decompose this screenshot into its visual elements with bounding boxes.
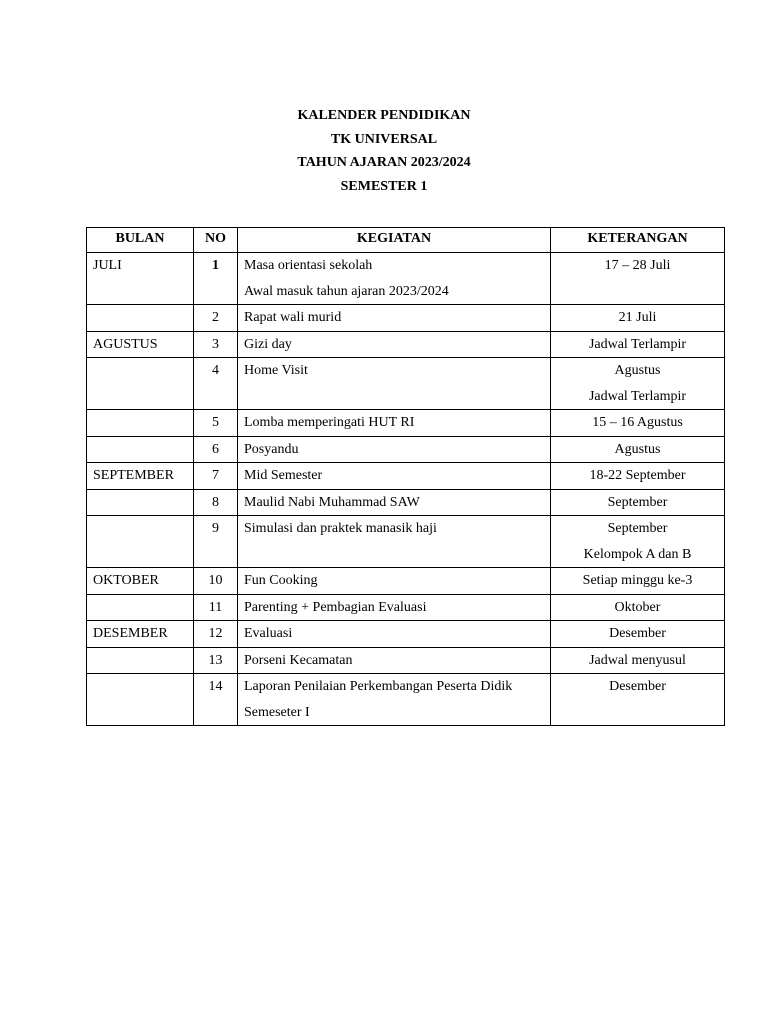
column-header-keterangan: KETERANGAN (551, 228, 725, 253)
keterangan-line: Setiap minggu ke-3 (582, 573, 693, 588)
cell-bulan: DESEMBER (87, 621, 194, 648)
cell-keterangan (551, 568, 725, 595)
column-header-bulan: BULAN (87, 228, 194, 253)
table-row (87, 568, 725, 595)
table-row (87, 253, 725, 305)
school-name: TK UNIVERSAL (330, 131, 438, 147)
kegiatan-line: Home Visit (244, 363, 308, 378)
cell-no: 7 (194, 463, 238, 490)
cell-no: 5 (194, 410, 238, 437)
cell-bulan: AGUSTUS (87, 331, 194, 358)
cell-no: 2 (194, 305, 238, 332)
kegiatan-line: Rapat wali murid (244, 310, 342, 325)
column-header-kegiatan: KEGIATAN (238, 228, 551, 253)
keterangan-line: September (607, 521, 668, 536)
kegiatan-line: Posyandu (244, 441, 299, 457)
cell-kegiatan (238, 358, 551, 410)
cell-kegiatan (238, 305, 551, 332)
table-row (87, 621, 725, 648)
table-row (87, 516, 725, 568)
table-body (87, 253, 725, 726)
keterangan-line: Kelompok A dan B (583, 546, 692, 562)
cell-bulan (87, 305, 194, 332)
cell-no: 13 (194, 647, 238, 674)
cell-keterangan (551, 621, 725, 648)
cell-no: 9 (194, 516, 238, 568)
keterangan-line: Agustus (614, 363, 661, 378)
keterangan-line: September (607, 494, 668, 510)
cell-keterangan (551, 647, 725, 674)
kegiatan-line: Gizi day (244, 336, 292, 352)
keterangan-line: Oktober (614, 599, 661, 615)
cell-no: 1 (194, 253, 238, 305)
keterangan-line: Jadwal menyusul (589, 652, 686, 668)
kegiatan-line: Parenting + Pembagian Evaluasi (244, 599, 427, 615)
cell-kegiatan (238, 436, 551, 463)
cell-kegiatan (238, 594, 551, 621)
cell-keterangan (551, 358, 725, 410)
cell-kegiatan (238, 489, 551, 516)
document-title: KALENDER PENDIDIKAN (297, 108, 471, 123)
keterangan-line: Desember (609, 679, 666, 694)
cell-kegiatan (238, 647, 551, 674)
kegiatan-line: Awal masuk tahun ajaran 2023/2024 (244, 283, 449, 299)
cell-no: 4 (194, 358, 238, 410)
cell-kegiatan (238, 331, 551, 358)
column-header-no: NO (194, 228, 238, 253)
cell-keterangan (551, 594, 725, 621)
document-heading (0, 104, 768, 198)
cell-keterangan (551, 489, 725, 516)
cell-no: 10 (194, 568, 238, 595)
cell-keterangan (551, 410, 725, 437)
kegiatan-line: Lomba memperingati HUT RI (244, 415, 415, 430)
cell-kegiatan (238, 410, 551, 437)
cell-keterangan (551, 436, 725, 463)
table-row (87, 305, 725, 332)
cell-no: 8 (194, 489, 238, 516)
cell-kegiatan (238, 568, 551, 595)
keterangan-line: 15 – 16 Agustus (592, 415, 683, 430)
kegiatan-line: Fun Cooking (244, 573, 318, 588)
table-row (87, 594, 725, 621)
cell-bulan: SEPTEMBER (87, 463, 194, 490)
keterangan-line: 17 – 28 Juli (604, 258, 671, 273)
cell-bulan (87, 436, 194, 463)
cell-bulan (87, 594, 194, 621)
keterangan-line: 21 Juli (618, 310, 657, 325)
table-row (87, 489, 725, 516)
academic-year: TAHUN AJARAN 2023/2024 (297, 155, 471, 170)
table-row (87, 410, 725, 437)
cell-kegiatan (238, 253, 551, 305)
kegiatan-line: Mid Semester (244, 468, 323, 483)
cell-no: 11 (194, 594, 238, 621)
table-row (87, 674, 725, 726)
semester-label: SEMESTER 1 (340, 178, 428, 194)
cell-bulan (87, 674, 194, 726)
table-row (87, 436, 725, 463)
cell-keterangan (551, 674, 725, 726)
cell-bulan (87, 647, 194, 674)
table-row (87, 358, 725, 410)
keterangan-line: 18-22 September (589, 468, 686, 483)
cell-keterangan (551, 253, 725, 305)
keterangan-line: Agustus (614, 441, 661, 457)
keterangan-line: Desember (609, 626, 666, 641)
kegiatan-line: Maulid Nabi Muhammad SAW (244, 494, 420, 510)
kegiatan-line: Semeseter I (244, 704, 310, 720)
kegiatan-line: Laporan Penilaian Perkembangan Peserta Didik (244, 679, 513, 694)
calendar-table (86, 227, 725, 726)
keterangan-line: Jadwal Terlampir (588, 336, 687, 352)
cell-no: 6 (194, 436, 238, 463)
table-row (87, 463, 725, 490)
cell-bulan (87, 358, 194, 410)
cell-keterangan (551, 516, 725, 568)
cell-bulan (87, 489, 194, 516)
cell-bulan (87, 410, 194, 437)
kegiatan-line: Porseni Kecamatan (244, 652, 353, 668)
cell-no: 3 (194, 331, 238, 358)
table-header-row (87, 228, 725, 253)
table-row (87, 331, 725, 358)
cell-kegiatan (238, 621, 551, 648)
cell-keterangan (551, 463, 725, 490)
table-row (87, 647, 725, 674)
cell-kegiatan (238, 516, 551, 568)
cell-bulan: JULI (87, 253, 194, 305)
kegiatan-line: Masa orientasi sekolah (244, 258, 373, 273)
cell-no: 14 (194, 674, 238, 726)
kegiatan-line: Evaluasi (244, 626, 293, 641)
cell-no: 12 (194, 621, 238, 648)
cell-kegiatan (238, 674, 551, 726)
cell-keterangan (551, 331, 725, 358)
cell-keterangan (551, 305, 725, 332)
keterangan-line: Jadwal Terlampir (588, 388, 687, 404)
cell-kegiatan (238, 463, 551, 490)
cell-bulan: OKTOBER (87, 568, 194, 595)
cell-bulan (87, 516, 194, 568)
kegiatan-line: Simulasi dan praktek manasik haji (244, 521, 437, 536)
